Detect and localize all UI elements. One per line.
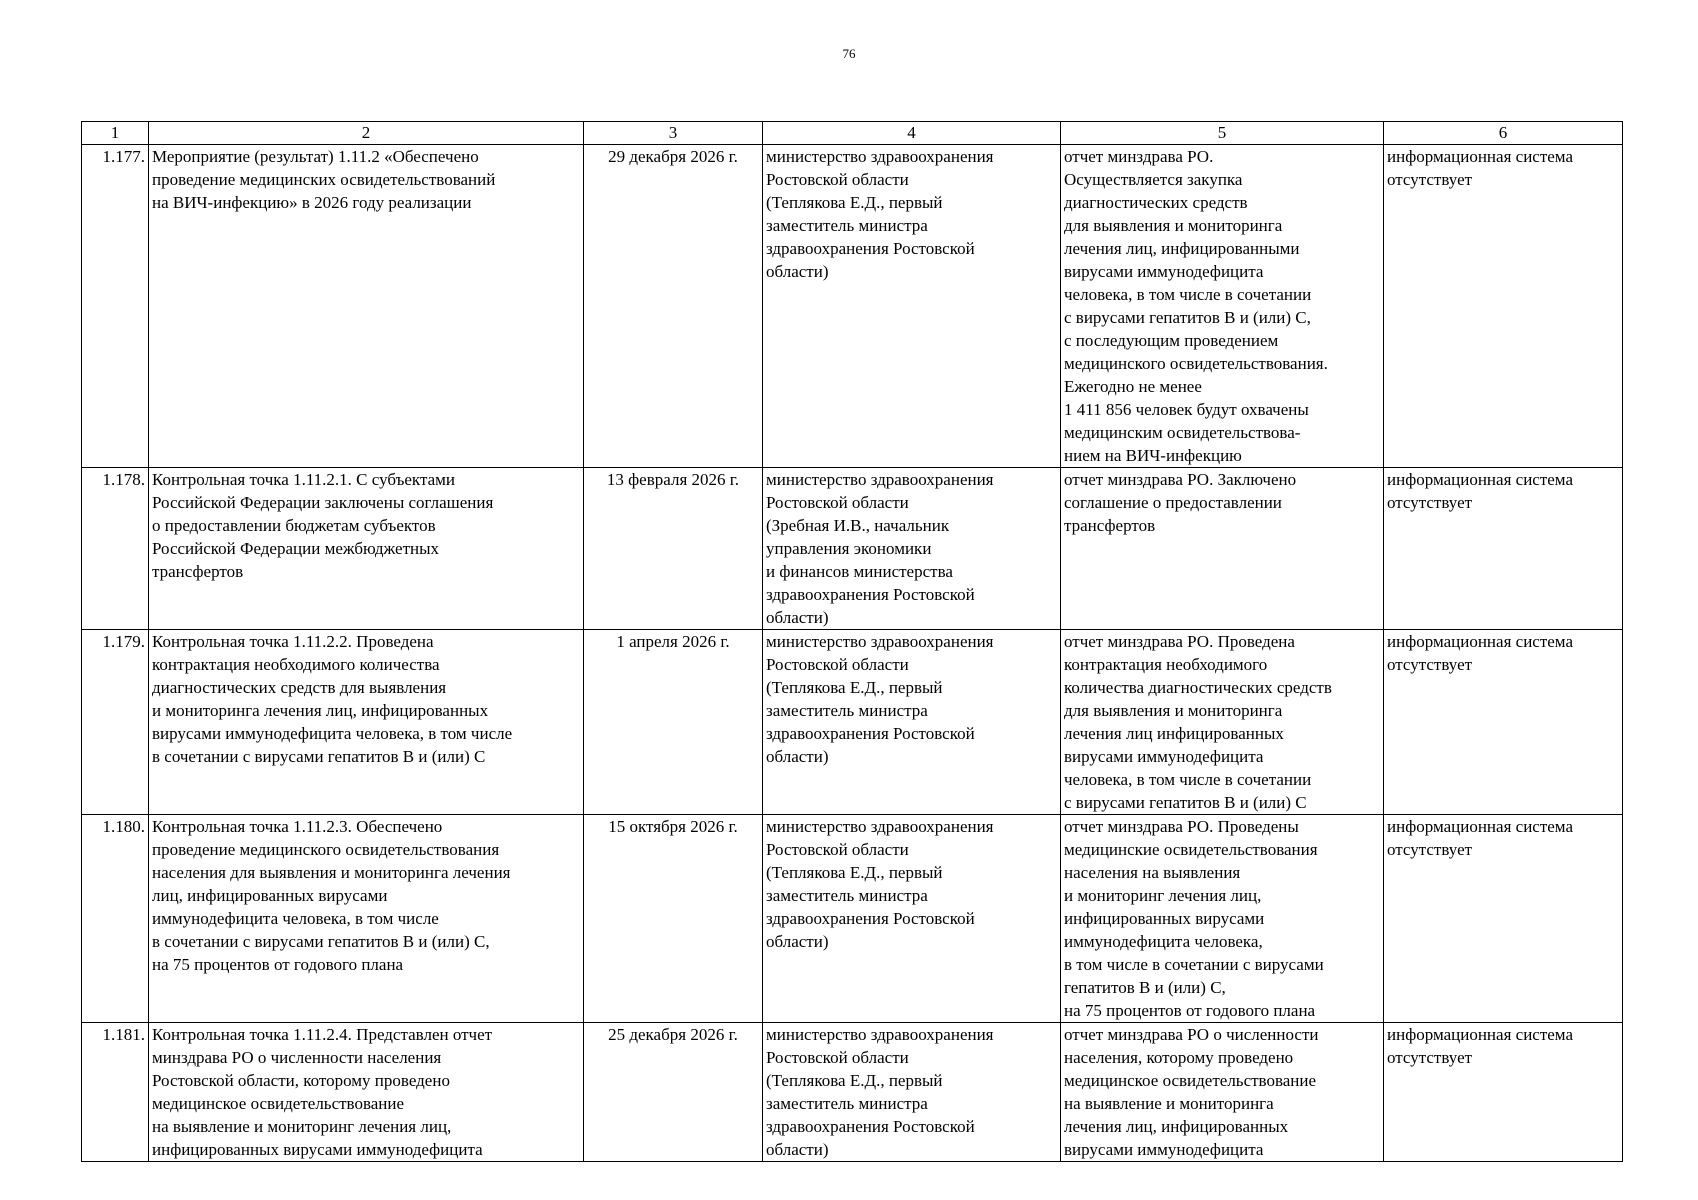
- deadline-date: 25 декабря 2026 г.: [584, 1023, 763, 1162]
- column-header-5: 5: [1061, 122, 1384, 145]
- plan-table: [81, 121, 1623, 1162]
- row-number: 1.180.: [82, 815, 149, 1023]
- responsible-person: министерство здравоохранения Ростовской области (Теплякова Е.Д., первый заместитель министра здравоохранения Ростовской области): [763, 1023, 1061, 1162]
- event-name: Контрольная точка 1.11.2.3. Обеспечено проведение медицинского освидетельствования населения для выявления и мониторинга лечения лиц, инфицированных вирусами иммунодефицита человека, в том числе в сочетании с вирусами гепатитов В и (или) С, на 75 процентов от годового плана: [149, 815, 584, 1023]
- confirming-document: отчет минздрава РО. Проведены медицинские освидетельствования населения на выявления и мониторинг лечения лиц, инфицированных вирусами иммунодефицита человека, в том числе в сочетании с вирусами гепатитов В и (или) С, на 75 процентов от годового плана: [1061, 815, 1384, 1023]
- row-number: 1.181.: [82, 1023, 149, 1162]
- information-system: информационная система отсутствует: [1384, 630, 1623, 815]
- event-name: Контрольная точка 1.11.2.4. Представлен отчет минздрава РО о численности населения Ростовской области, которому проведено медицинское освидетельствование на выявление и мониторинг лечения лиц, инфицированных вирусами иммунодефицита: [149, 1023, 584, 1162]
- table-row: [82, 468, 1623, 630]
- deadline-date: 13 февраля 2026 г.: [584, 468, 763, 630]
- deadline-date: 15 октября 2026 г.: [584, 815, 763, 1023]
- column-header-3: 3: [584, 122, 763, 145]
- event-name: Контрольная точка 1.11.2.1. С субъектами Российской Федерации заключены соглашения о предоставлении бюджетам субъектов Российской Федерации межбюджетных трансфертов: [149, 468, 584, 630]
- table-row: [82, 630, 1623, 815]
- deadline-date: 29 декабря 2026 г.: [584, 145, 763, 468]
- information-system: информационная система отсутствует: [1384, 815, 1623, 1023]
- table-row: [82, 1023, 1623, 1162]
- row-number: 1.179.: [82, 630, 149, 815]
- column-header-4: 4: [763, 122, 1061, 145]
- row-number: 1.177.: [82, 145, 149, 468]
- table-row: [82, 815, 1623, 1023]
- table-row: [82, 145, 1623, 468]
- deadline-date: 1 апреля 2026 г.: [584, 630, 763, 815]
- confirming-document: отчет минздрава РО. Заключено соглашение о предоставлении трансфертов: [1061, 468, 1384, 630]
- confirming-document: отчет минздрава РО о численности населения, которому проведено медицинское освидетельствование на выявление и мониторинга лечения лиц, инфицированных вирусами иммунодефицита: [1061, 1023, 1384, 1162]
- information-system: информационная система отсутствует: [1384, 1023, 1623, 1162]
- responsible-person: министерство здравоохранения Ростовской области (Теплякова Е.Д., первый заместитель министра здравоохранения Ростовской области): [763, 630, 1061, 815]
- column-header-2: 2: [149, 122, 584, 145]
- column-header-6: 6: [1384, 122, 1623, 145]
- page-number: 76: [842, 46, 856, 61]
- header-row: [82, 122, 1623, 145]
- column-header-1: 1: [82, 122, 149, 145]
- confirming-document: отчет минздрава РО. Проведена контрактация необходимого количества диагностических средств для выявления и мониторинга лечения лиц инфицированных вирусами иммунодефицита человека, в том числе в сочетании с вирусами гепатитов В и (или) С: [1061, 630, 1384, 815]
- row-number: 1.178.: [82, 468, 149, 630]
- event-name: Контрольная точка 1.11.2.2. Проведена контрактация необходимого количества диагностических средств для выявления и мониторинга лечения лиц, инфицированных вирусами иммунодефицита человека, в том числе в сочетании с вирусами гепатитов В и (или) С: [149, 630, 584, 815]
- responsible-person: министерство здравоохранения Ростовской области (Теплякова Е.Д., первый заместитель министра здравоохранения Ростовской области): [763, 145, 1061, 468]
- information-system: информационная система отсутствует: [1384, 468, 1623, 630]
- responsible-person: министерство здравоохранения Ростовской области (Зребная И.В., начальник управления экономики и финансов министерства здравоохранения Ростовской области): [763, 468, 1061, 630]
- information-system: информационная система отсутствует: [1384, 145, 1623, 468]
- responsible-person: министерство здравоохранения Ростовской области (Теплякова Е.Д., первый заместитель министра здравоохранения Ростовской области): [763, 815, 1061, 1023]
- event-name: Мероприятие (результат) 1.11.2 «Обеспечено проведение медицинских освидетельствований на ВИЧ-инфекцию» в 2026 году реализации: [149, 145, 584, 468]
- confirming-document: отчет минздрава РО. Осуществляется закупка диагностических средств для выявления и мониторинга лечения лиц, инфицированными вирусами иммунодефицита человека, в том числе в сочетании с вирусами гепатитов В и (или) С, с последующим проведением медицинского освидетельствования. Ежегодно не менее 1 411 856 человек будут охвачены медицинским освидетельствова- нием на ВИЧ-инфекцию: [1061, 145, 1384, 468]
